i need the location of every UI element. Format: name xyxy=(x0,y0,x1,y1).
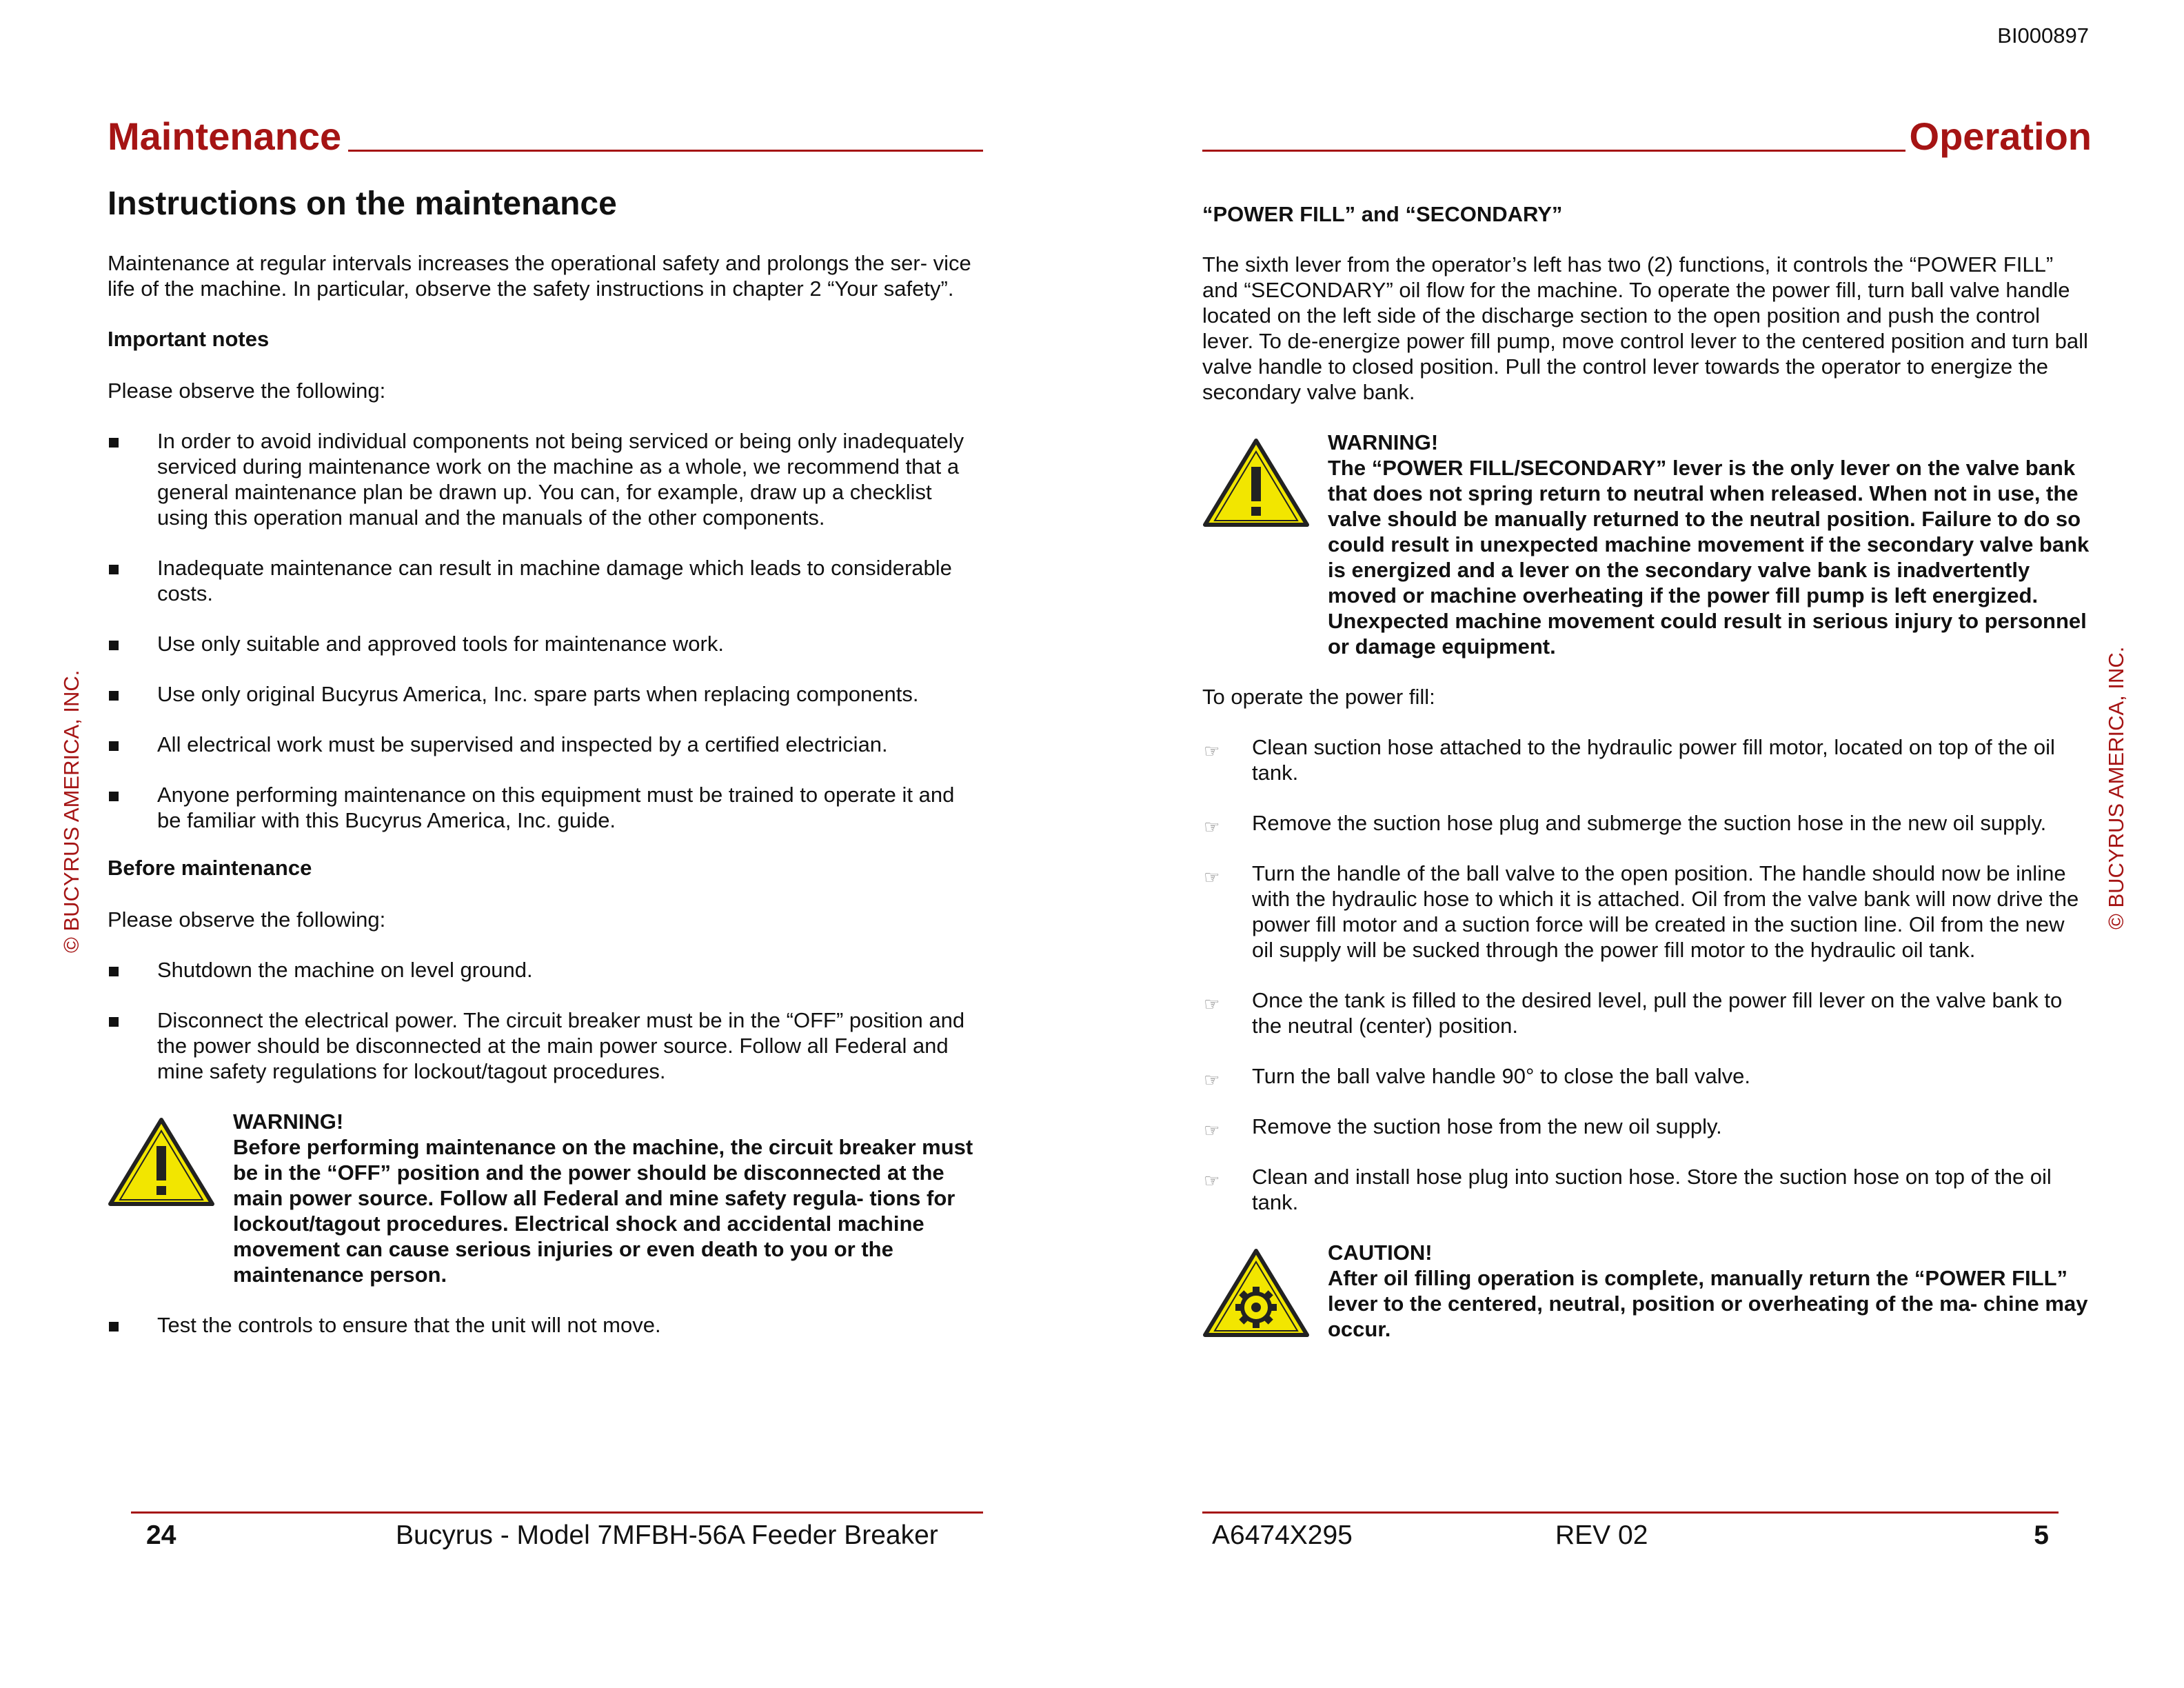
section-title-operation: Operation xyxy=(1909,114,2092,158)
list-item: All electrical work must be supervised and inspected by a certified electrician. xyxy=(108,732,983,757)
side-copyright-left: © BUCYRUS AMERICA, INC. xyxy=(59,670,83,953)
square-bullet-icon xyxy=(109,1322,119,1332)
list-item: Shutdown the machine on level ground. xyxy=(108,957,983,983)
left-title-row xyxy=(108,103,983,156)
warning-label: WARNING! xyxy=(1328,430,1439,454)
list-item: Inadequate maintenance can result in machine damage which leads to considerable costs. xyxy=(108,555,983,606)
footer-rule xyxy=(131,1511,983,1514)
observe-text: Please observe the following: xyxy=(108,907,386,932)
list-item: Use only original Bucyrus America, Inc. spare parts when replacing components. xyxy=(108,681,983,707)
list-item: Test the controls to ensure that the unit will not move. xyxy=(108,1312,983,1338)
square-bullet-icon xyxy=(109,641,119,650)
final-list xyxy=(108,1312,983,1338)
warning-body: Before performing maintenance on the machine, the circuit breaker must be in the “OFF” position and the power should be disconnected at the main power source. Follow all Federal and mine safety regula- tions for lockout/tagout procedures. Electrical shock and accidental machine movement can cause serious injuries or even death to you or the maintenance person. xyxy=(233,1134,973,1287)
maintenance-intro: Maintenance at regular intervals increases the operational safety and prolongs the ser- vice life of the machine. In particular, observe the safety instructions in chapter 2 “Your safety”. xyxy=(108,250,971,301)
list-item: ☞ Turn the handle of the ball valve to the open position. The handle should now be inline with the hydraulic hose to which it is attached. Oil from the valve bank will now drive the power fill motor and a suction force will be created in the suction line. Oil from the new oil supply will be sucked through the power fill motor to the hydraulic oil tank. xyxy=(1204,861,2079,962)
caution-text xyxy=(1328,1240,2092,1345)
title-rule xyxy=(348,150,983,152)
list-item: Disconnect the electrical power. The circuit breaker must be in the “OFF” position and the power should be disconnected at the main power source. Follow all Federal and mine safety regulations for lockout/tagout procedures. xyxy=(108,1007,983,1084)
right-content xyxy=(1202,201,2092,1369)
important-notes-heading: Important notes xyxy=(108,326,270,351)
caution-gear-triangle-icon xyxy=(1202,1240,1328,1345)
warning-text xyxy=(1328,430,2092,659)
caution-notice xyxy=(1202,1240,2092,1345)
pointing-hand-icon: ☞ xyxy=(1204,994,1220,1014)
page-number: 24 xyxy=(146,1520,176,1550)
pointing-hand-icon: ☞ xyxy=(1204,816,1220,837)
part-number: A6474X295 xyxy=(1212,1520,1353,1550)
list-item: ☞ Clean suction hose attached to the hydraulic power fill motor, located on top of the oil tank. xyxy=(1204,735,2055,785)
footer-rule xyxy=(1202,1511,2059,1514)
square-bullet-icon xyxy=(109,1017,119,1027)
pointing-hand-icon: ☞ xyxy=(1204,867,1220,887)
right-title-row xyxy=(1202,103,2092,156)
list-item: ☞ Once the tank is filled to the desired level, pull the power fill lever on the valve bank to the neutral (center) position. xyxy=(1204,988,2063,1038)
left-footer xyxy=(131,1511,983,1555)
footer-title: Bucyrus - Model 7MFBH-56A Feeder Breaker xyxy=(396,1520,938,1550)
square-bullet-icon xyxy=(109,565,119,574)
page-number: 5 xyxy=(2034,1520,2049,1550)
document-id: BI000897 xyxy=(1997,23,2089,48)
pointing-hand-icon: ☞ xyxy=(1204,1170,1220,1191)
right-page xyxy=(1202,0,2092,1688)
left-content xyxy=(108,186,983,1363)
title-rule xyxy=(1202,150,1905,152)
pointing-hand-icon: ☞ xyxy=(1204,1120,1220,1141)
side-copyright-right: © BUCYRUS AMERICA, INC. xyxy=(2104,646,2128,930)
power-fill-intro: The sixth lever from the operator’s left has two (2) functions, it controls the “POWER FILL” and “SECONDARY” oil flow for the machine. To operate the power fill, turn ball valve handle located on the left side of the discharge section to the open position and push the control lever. To de-energize power fill pump, move control lever to the centered position and turn ball valve handle to closed position. Pull the control lever towards the operator to energize the secondary valve bank. xyxy=(1202,252,2088,404)
square-bullet-icon xyxy=(109,438,119,448)
observe-text: Please observe the following: xyxy=(108,378,386,403)
before-maintenance-heading: Before maintenance xyxy=(108,855,312,880)
list-item: ☞ Turn the ball valve handle 90° to close the ball valve. xyxy=(1202,1063,2092,1089)
list-item: Anyone performing maintenance on this equipment must be trained to operate it and be familiar with this Bucyrus America, Inc. guide. xyxy=(108,782,983,833)
warning-notice xyxy=(1202,430,2092,659)
list-item: Use only suitable and approved tools for maintenance work. xyxy=(108,631,983,656)
maintenance-heading: Instructions on the maintenance xyxy=(108,185,617,222)
operate-intro: To operate the power fill: xyxy=(1202,685,1435,709)
square-bullet-icon xyxy=(109,792,119,801)
list-item: ☞ Remove the suction hose plug and submerge the suction hose in the new oil supply. xyxy=(1202,810,2092,836)
pointing-hand-icon: ☞ xyxy=(1204,741,1220,761)
right-footer xyxy=(1202,1511,2059,1555)
power-fill-heading: “POWER FILL” and “SECONDARY” xyxy=(1202,202,1563,226)
section-title-maintenance: Maintenance xyxy=(108,114,342,158)
warning-triangle-icon xyxy=(108,1109,233,1287)
pointing-hand-icon: ☞ xyxy=(1204,1069,1220,1090)
warning-text xyxy=(233,1109,983,1287)
warning-notice xyxy=(108,1109,983,1287)
power-fill-steps xyxy=(1202,734,2092,1215)
square-bullet-icon xyxy=(109,691,119,701)
warning-triangle-icon xyxy=(1202,430,1328,659)
list-item: In order to avoid individual components not being serviced or being only inadequately serviced during maintenance work on the machine as a whole, we recommend that a general maintenance plan be drawn up. You can, for example, draw up a checklist using this operation manual and the manuals of the other components. xyxy=(108,428,983,530)
important-notes-list xyxy=(108,428,983,833)
square-bullet-icon xyxy=(109,741,119,751)
list-item: ☞ Remove the suction hose from the new oil supply. xyxy=(1202,1114,2092,1139)
warning-body: The “POWER FILL/SECONDARY” lever is the only lever on the valve bank that does not spring return to neutral when released. When not in use, the valve should be manually returned to the neutral position. Failure to do so could result in unexpected machine movement if the secondary valve bank is energized and a lever on the secondary valve bank is inadvertently moved or machine overheating if the power fill pump is left energized. Unexpected machine movement could result in serious injury to personnel or damage equipment. xyxy=(1328,456,2090,659)
before-maintenance-list xyxy=(108,957,983,1084)
revision: REV 02 xyxy=(1555,1520,1648,1550)
list-item: ☞ Clean and install hose plug into suction hose. Store the suction hose on top of the oil tank. xyxy=(1204,1165,2052,1214)
caution-body: After oil filling operation is complete, manually return the “POWER FILL” lever to the centered, neutral, position or overheating of the ma- chine may occur. xyxy=(1328,1266,2088,1341)
caution-label: CAUTION! xyxy=(1328,1240,1433,1265)
left-page xyxy=(108,0,983,1688)
warning-label: WARNING! xyxy=(233,1109,344,1134)
square-bullet-icon xyxy=(109,967,119,976)
